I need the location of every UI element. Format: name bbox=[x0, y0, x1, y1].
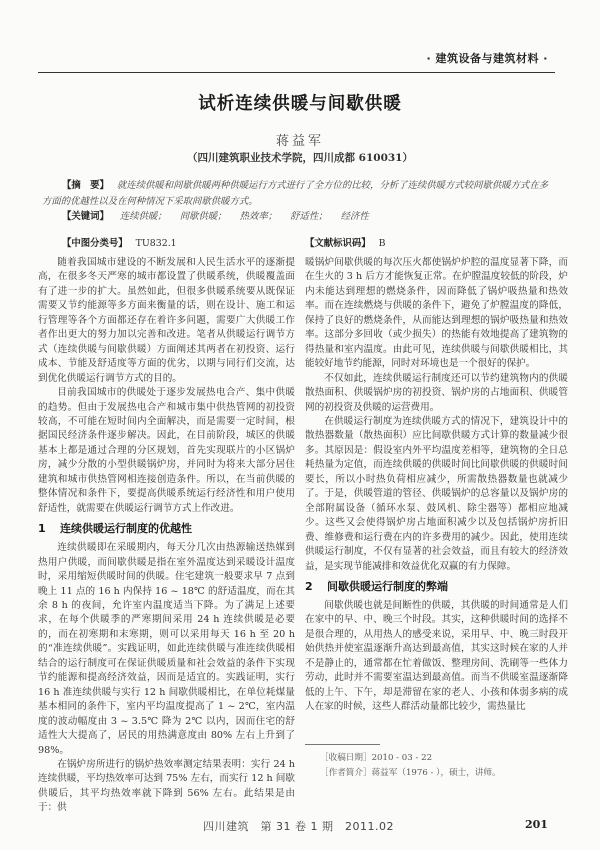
keyword: 经济性 bbox=[340, 211, 369, 222]
paragraph: 在锅炉房所进行的锅炉热效率测定结果表明：实行 24 h 连续供暖，平均热效率可达到 75% 左右，而实行 12 h 间歇供暖后，其平均热效率就下降到 56% 左右。此结果是由于：供 bbox=[38, 758, 295, 814]
doc-code-value: B bbox=[378, 238, 386, 249]
keywords-label: 【关键词】 bbox=[62, 211, 109, 222]
article-author: 蒋益军 bbox=[275, 134, 324, 149]
abstract bbox=[42, 178, 557, 209]
paragraph: 间歇供暖也就是间断性的供暖，其供暖的时间通常是人们在家中的早、中、晚三个时段。其实，这种供暖时间的选择不是很合理的，从用热人的感受来说，采用早、中、晚三时段开始供热并使室温逐渐升高达到最高值，其实这时候在家的人并不是静止的，通常都在忙着做饭、整理房间、洗刷等一些体力劳动，此时并不需要室温达到最高值。而当不供暖室温逐渐降低的上午、下午，却是滞留在家的老人、小孩和体弱多病的成人在家的时候，这些人群活动量都比较少，需热量比 bbox=[305, 599, 568, 713]
abstract-label: 【摘 要】 bbox=[62, 180, 109, 191]
clc-number bbox=[62, 235, 177, 249]
paragraph: 不仅如此，连续供暖运行制度还可以节约建筑物内的供暖散热面积、供暖锅炉房的初投资、锅炉房的占地面积、供暖管网的初投资及供暖的运营费用。 bbox=[305, 372, 568, 413]
abstract-text: 就连续供暖和间歇供暖两种供暖运行方式进行了全方位的比较，分析了连续供暖方式较间歇供暖方式在多方面的优越性以及在何种情况下采取间歇供暖方式。 bbox=[42, 180, 549, 207]
footnotes bbox=[320, 751, 501, 781]
author-bio: ［作者简介］蒋益军（1976 - ），硕士，讲师。 bbox=[320, 768, 501, 778]
section-heading-2 bbox=[305, 577, 568, 597]
left-column bbox=[38, 256, 295, 816]
right-column bbox=[305, 256, 568, 715]
paragraph: 连续供暖即在采暖期内，每天分几次由热源输送热媒到热用户供暖，而间歇供暖是指在室外温度达到采暖设计温度时，采用缩短供暖时间的供暖。住宅建筑一般要求早 7 点到晚上 11 点的 16 h 内保持 16 ~ 18℃ 的舒适温度，而在其余 8 h 的夜间，允许室内温度适当下降。为了满足上述要求，在每个供暖季的严寒期间采用 24 h 连续供暖是必要的，而在初寒期和末寒期，则可以采用每天 16 h 至 20 h 的“准连续供暖”。实践证明，如此连续供暖与准连续供暖相结合的运行制度可在保证供暖质量和社会效益的条件下实现节约能源和提高经济效益，因而是适宜的。实践证明，实行 16 h 准连续供暖与实行 12 h 间歇供暖相比，在单位耗煤量基本相同的条件下，室内平均温度提高了 1 ~ 2℃，室内温度的波动幅度由 3 ~ 3.5℃ 降为 2℃ 以内，因而住宅的舒适性大大提高了，居民的用热满意度由 80% 左右上升到了 98%。 bbox=[38, 542, 295, 756]
clc-value: TU832.1 bbox=[135, 238, 177, 249]
journal-footer: 四川建筑 第 31 卷 1 期 2011.02 bbox=[203, 820, 394, 833]
keyword: 热效率； bbox=[239, 211, 278, 222]
paragraph: 暖锅炉间歇供暖的每次压火都使锅炉炉腔的温度显著下降，而在生火的 3 h 后方才能恢复正常。在炉膛温度较低的阶段，炉内未能达到理想的燃烧条件，因而降低了锅炉吸热量和热效率。而在连续燃烧与供暖的条件下，避免了炉膛温度的降低，保持了良好的燃烧条件，从而能达到理想的锅炉吸热量和热效率。这部分多回收（或少损失）的热能有效地提高了建筑物的得热量和室内温度。由此可见，连续供暖与间歇供暖相比，其能较好地节约能源，同时对环境也是一个很好的保护。 bbox=[305, 257, 568, 370]
doc-code-label: 【文献标识码】 bbox=[305, 238, 371, 249]
paragraph: 随着我国城市建设的不断发展和人民生活水平的逐渐提高，在很多冬天严寒的城市都设置了供暖系统，供暖覆盖面有了进一步的扩大。虽然如此，但很多供暖系统要从既保证需要又节约能源等多方面来衡量的话，则在设计、施工和运行管理等各个方面都还存在着许多问题，需要广大供暖工作者作出更大的努力加以完善和改进。笔者从供暖运行调节方式（连续供暖与间歇供暖）方面阐述其两者在初投资、运行成本、节能及舒适度等方面的优劣，以期与同行们交流，达到优化供暖运行调节方式的目的。 bbox=[38, 257, 295, 384]
doc-code bbox=[305, 235, 386, 249]
section-title: 连续供暖运行制度的优越性 bbox=[60, 522, 192, 536]
section-number: 1 bbox=[38, 522, 46, 536]
article-title: 试析连续供暖与间歇供暖 bbox=[198, 94, 402, 114]
author-affiliation: （四川建筑职业技术学院，四川成都 610031） bbox=[187, 152, 413, 164]
keywords bbox=[62, 209, 557, 224]
footnote-rule bbox=[305, 744, 380, 745]
section-heading-1 bbox=[38, 519, 295, 539]
keyword: 连续供暖； bbox=[119, 211, 167, 222]
clc-label: 【中图分类号】 bbox=[62, 238, 128, 249]
section-tag: · 建筑设备与建筑材料 · bbox=[426, 52, 548, 65]
keyword: 舒适性； bbox=[290, 211, 328, 222]
section-number: 2 bbox=[305, 579, 313, 593]
page-number: 201 bbox=[525, 818, 548, 831]
received-date: ［收稿日期］2010 - 03 - 22 bbox=[320, 753, 433, 763]
section-title: 间歇供暖运行制度的弊端 bbox=[327, 579, 448, 593]
keyword: 间歇供暖； bbox=[179, 211, 227, 222]
paragraph: 目前我国城市的供暖处于逐步发展热电合产、集中供暖的趋势。但由于发展热电合产和城市集中供热管网的初投资较高，不可能在短时间内全面解决，而是需要一定时间，根据国民经济条件逐步解决。因此，在目前阶段，城区的供暖基本上都是通过合理的分区规划，首先实现联片的小区锅炉房，减少分散的小型供暖锅炉房，并同时为将来大部分居住建筑和城市供热管网相连接创造条件。所以，在当前供暖的整体情况和条件下，要提高供暖系统运行经济性和用户使用舒适性，就需要在供暖运行调节方式上作改进。 bbox=[38, 387, 295, 514]
header-rule bbox=[38, 72, 555, 73]
paragraph: 在供暖运行制度为连续供暖方式的情况下，建筑设计中的散热器数量（散热面积）应比间歇供暖方式计算的数量减少很多。其原因是：假设室内外平均温度差相等，建筑物的全日总耗热量为定值，而连续供暖的供暖时间比间歇供暖的供暖时间要长，所以小时热负荷相应减少，所需散热器数量也就减少了。于是，供暖管道的管径、供暖锅炉的总容量以及锅炉房的全部附属设备（循环水泵、鼓风机、除尘器等）都相应地减少。这些又会使得锅炉房占地面积减少以及包括锅炉房折旧费、维修费和运行费在内的许多费用的减少。因此，使用连续供暖运行制度，不仅有显著的社会效益，而且有较大的经济效益，是实现节能减排和效益优化双赢的有力保障。 bbox=[305, 415, 568, 572]
